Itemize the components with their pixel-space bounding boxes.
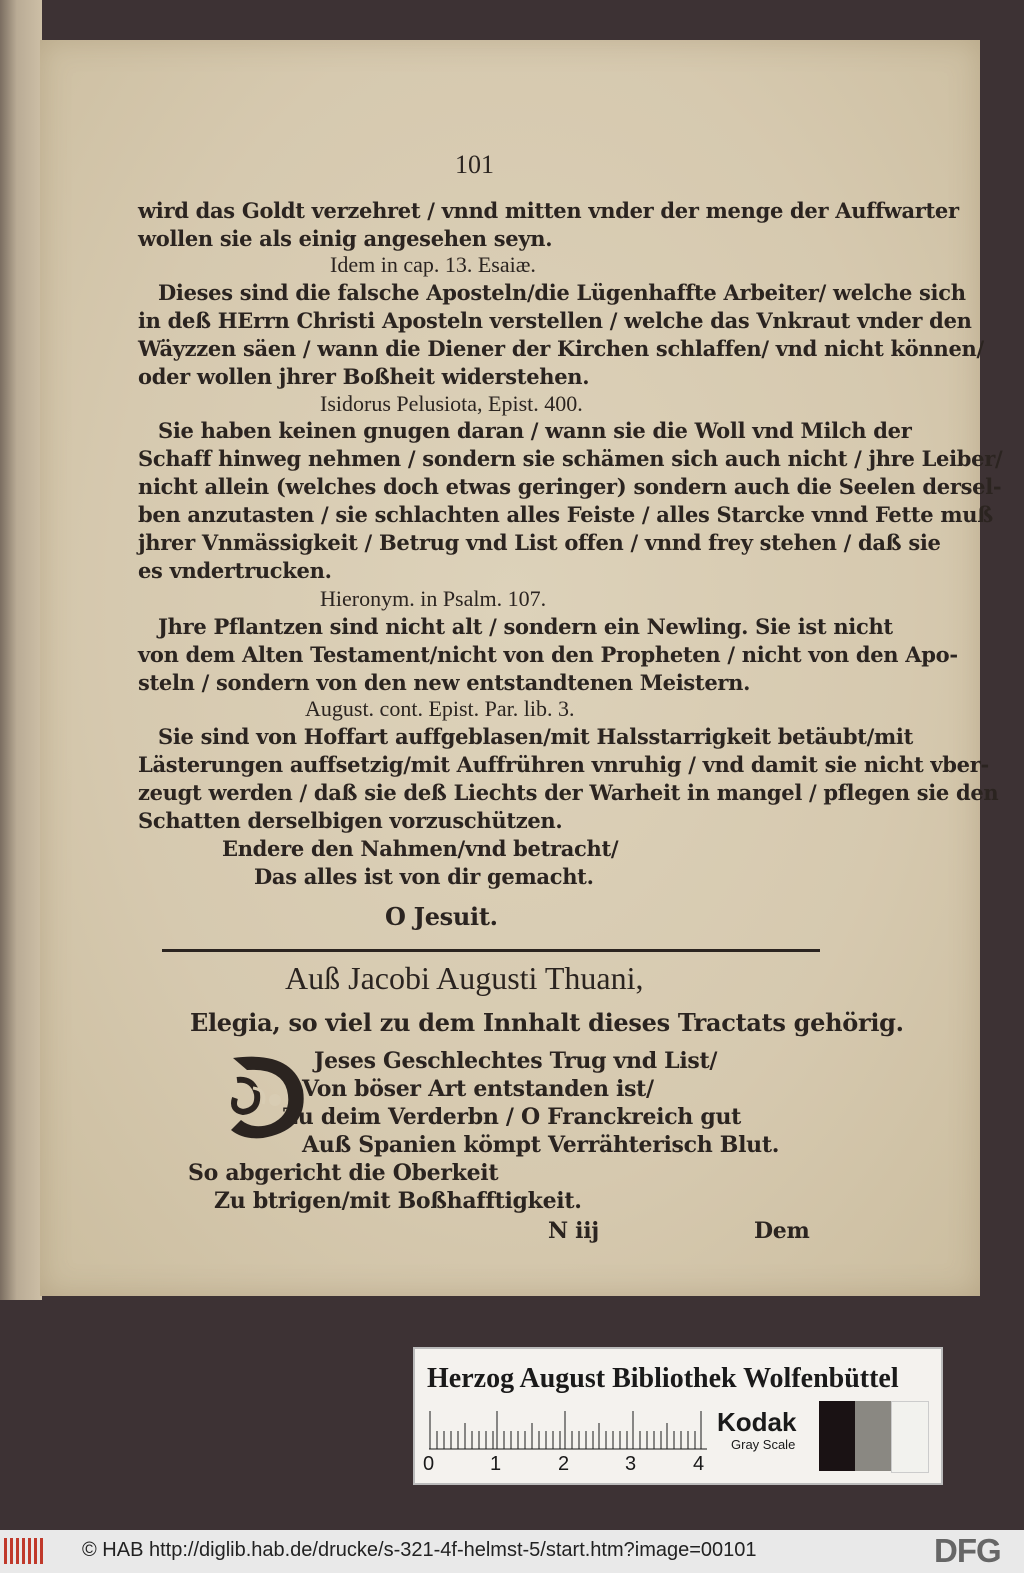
ruler-number: 2	[558, 1453, 570, 1475]
section-subtitle: Elegia, so viel zu dem Innhalt dieses Tractats gehörig.	[190, 1008, 904, 1037]
text-line: es vndertrucken.	[138, 558, 332, 583]
text-line: in deß HErrn Christi Aposteln verstellen / welche das Vnkraut vnder den	[138, 308, 972, 333]
text-line: Sie haben keinen gnugen daran / wann sie die Woll vnd Milch der	[158, 418, 912, 443]
poem-line: So abgericht die Oberkeit	[188, 1160, 499, 1186]
section-divider	[162, 949, 820, 952]
citation-heading: Hieronym. in Psalm. 107.	[320, 586, 547, 611]
text-line: ben anzutasten / sie schlachten alles Feiste / alles Starcke vnnd Fette muß	[138, 502, 993, 527]
hab-logo-icon	[4, 1536, 44, 1566]
text-line: steln / sondern von den new entstandtenen Meistern.	[138, 670, 751, 695]
ruler-number: 1	[490, 1453, 502, 1475]
citation-heading: Isidorus Pelusiota, Epist. 400.	[320, 391, 583, 416]
library-name: Herzog August Bibliothek Wolfenbüttel	[427, 1363, 899, 1394]
gray-swatch-black	[819, 1401, 855, 1471]
source-url[interactable]: © HAB http://diglib.hab.de/drucke/s-321-4f-helmst-5/start.htm?image=00101	[82, 1539, 757, 1561]
text-line: wird das Goldt verzehret / vnnd mitten vnder der menge der Auffwarter	[138, 198, 959, 223]
text-line: Schaff hinweg nehmen / sondern sie schämen sich auch nicht / jhre Leiber/	[138, 446, 1003, 471]
text-line: Dieses sind die falsche Aposteln/die Lügenhaffte Arbeiter/ welche sich	[158, 280, 966, 305]
poem-line: Zu deim Verderbn / O Franckreich gut	[282, 1104, 741, 1130]
text-line: Sie sind von Hoffart auffgeblasen/mit Halsstarrigkeit betäubt/mit	[158, 724, 913, 749]
text-line: jhrer Vnmässigkeit / Betrug vnd List offen / vnnd frey stehen / daß sie	[138, 530, 941, 555]
ruler-number: 0	[423, 1453, 435, 1475]
text-line: nicht allein (welches doch etwas geringer) sondern auch die Seelen dersel-	[138, 474, 1002, 499]
text-line: oder wollen jhrer Boßheit widerstehen.	[138, 364, 590, 389]
section-title: Auß Jacobi Augusti Thuani,	[285, 960, 644, 996]
verse-line: Endere den Nahmen/vnd betracht/	[222, 836, 619, 861]
citation-heading: August. cont. Epist. Par. lib. 3.	[305, 696, 575, 721]
text-line: wollen sie als einig angesehen seyn.	[138, 226, 553, 251]
gray-swatch-mid	[855, 1401, 891, 1471]
gray-swatch-white	[891, 1401, 929, 1473]
verse-line: Das alles ist von dir gemacht.	[254, 864, 594, 889]
text-line: von dem Alten Testament/nicht von den Propheten / nicht von den Apo-	[138, 642, 958, 667]
citation-heading: Idem in cap. 13. Esaiæ.	[330, 252, 536, 277]
signature-mark: N iij	[548, 1218, 599, 1244]
dfg-logo: DFG	[934, 1532, 1001, 1569]
closing-exclamation: O Jesuit.	[385, 902, 498, 931]
text-line: Lästerungen auffsetzig/mit Auffrühren vnruhig / vnd damit sie nicht vber-	[138, 752, 989, 777]
poem-line: Auß Spanien kömpt Verrähterisch Blut.	[302, 1132, 780, 1158]
book-page	[40, 40, 1003, 1296]
ruler-scale	[429, 1411, 709, 1451]
footer-bar	[0, 1530, 1024, 1573]
text-line: Schatten derselbigen vorzuschützen.	[138, 808, 563, 833]
poem-line: Zu btrigen/mit Boßhafftigkeit.	[214, 1188, 582, 1214]
library-color-card	[413, 1347, 943, 1485]
ruler-number: 3	[625, 1453, 637, 1475]
text-line: zeugt werden / daß sie deß Liechts der Warheit in mangel / pflegen sie den	[138, 780, 999, 805]
page-number: 101	[455, 150, 494, 179]
adjacent-page-edge	[0, 0, 42, 1300]
kodak-label: Kodak	[717, 1407, 797, 1437]
ruler-number: 4	[693, 1453, 705, 1475]
gray-scale-label: Gray Scale	[731, 1437, 796, 1452]
text-line: Jhre Pflantzen sind nicht alt / sondern ein Newling. Sie ist nicht	[158, 614, 893, 639]
text-line: Wäyzzen säen / wann die Diener der Kirchen schlaffen/ vnd nicht können/	[138, 336, 984, 361]
catchword: Dem	[754, 1218, 810, 1244]
poem-line: Jeses Geschlechtes Trug vnd List/	[314, 1048, 718, 1074]
poem-line: Von böser Art entstanden ist/	[302, 1076, 654, 1102]
